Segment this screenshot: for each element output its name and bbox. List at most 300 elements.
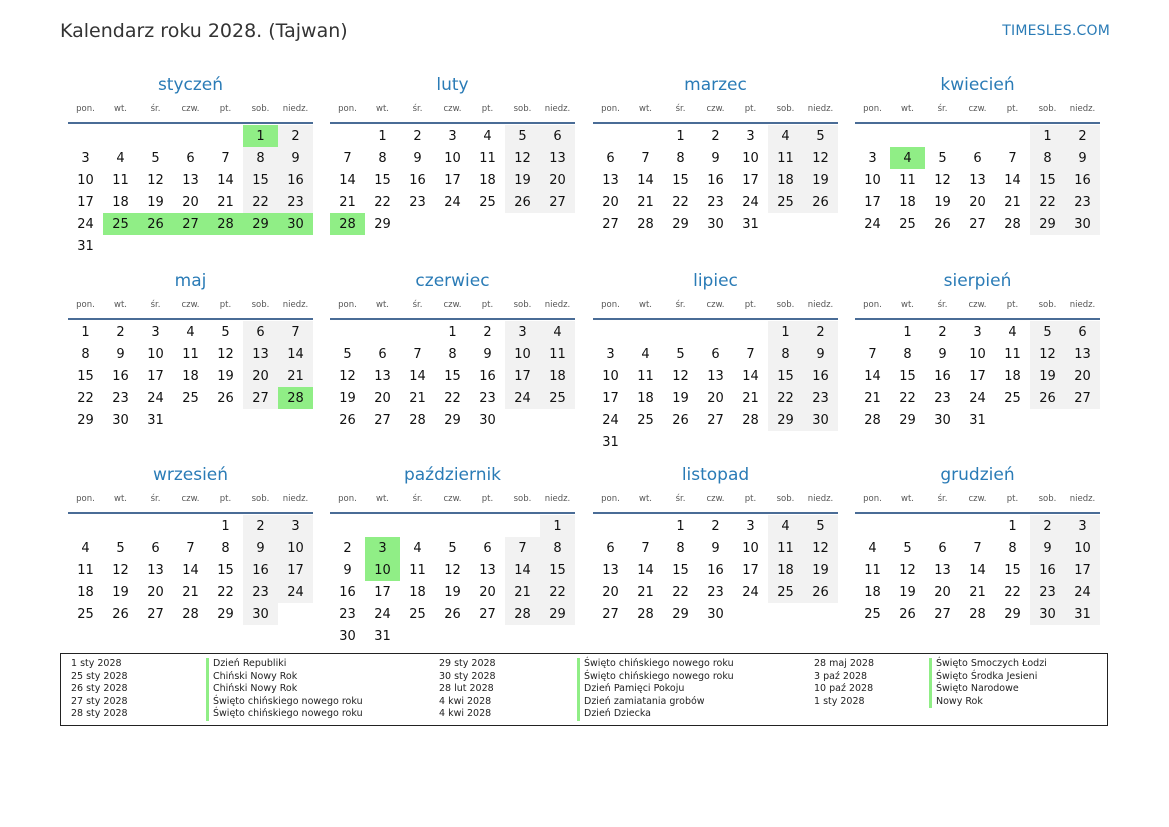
day-cell: 22 [1030,191,1065,213]
day-cell: 11 [77,562,94,578]
day-cell: 27 [540,191,575,213]
day-cell: 3 [505,321,540,343]
weekday-header [68,486,313,514]
month-name: czerwiec [415,271,490,291]
day-cell: 4 [413,540,422,556]
day-cell: 16 [1030,559,1065,581]
day-cell: 8 [448,346,457,362]
day-cell: 8 [221,540,230,556]
day-cell: 15 [77,368,94,384]
empty-cell [68,125,103,147]
day-cell: 21 [864,390,881,406]
day-cell: 24 [742,584,759,600]
day-cell: 29 [768,409,803,431]
day-cell: 31 [969,412,986,428]
day-cell: 16 [339,584,356,600]
day-cell: 22 [243,191,278,213]
day-cell: 21 [217,194,234,210]
day-cell: 27 [602,606,619,622]
weekday-label: pon. [863,300,882,310]
day-cell: 16 [934,368,951,384]
day-cell: 24 [602,412,619,428]
day-cell: 12 [147,172,164,188]
day-cell: 21 [1004,194,1021,210]
day-cell: 31 [147,412,164,428]
weekday-label: pt. [744,494,757,504]
day-cell: 17 [147,368,164,384]
month-name: grudzień [940,465,1015,485]
legend-names-column [206,658,363,721]
day-cell: 9 [938,346,947,362]
day-cell: 6 [606,150,615,166]
day-cell: 6 [378,346,387,362]
weekday-header [855,486,1100,514]
day-cell: 13 [243,343,278,365]
day-cell: 18 [540,365,575,387]
day-cell: 9 [243,537,278,559]
day-cell: 23 [707,584,724,600]
day-cell: 5 [803,125,838,147]
weekday-label: pon. [601,300,620,310]
weekday-label: sob. [513,494,532,504]
day-cell: 2 [711,128,720,144]
day-cell: 29 [1004,606,1021,622]
weekday-header [855,292,1100,320]
weekday-label: wt. [639,494,652,504]
day-grid [855,125,1100,235]
day-cell: 18 [112,194,129,210]
day-cell: 25 [182,390,199,406]
day-cell: 8 [378,150,387,166]
weekday-label: wt. [114,494,127,504]
weekday-label: wt. [114,104,127,114]
day-cell: 24 [864,216,881,232]
day-cell: 25 [103,213,138,235]
legend-holiday-name: Chiński Nowy Rok [206,683,363,696]
weekday-label: pt. [219,300,232,310]
day-cell: 25 [77,606,94,622]
day-cell: 14 [339,172,356,188]
day-cell: 4 [483,128,492,144]
month-name: kwiecień [940,75,1015,95]
weekday-label: pt. [744,300,757,310]
day-cell: 5 [1030,321,1065,343]
weekday-label: pt. [1006,300,1019,310]
month-11 [593,464,838,625]
day-cell: 27 [374,412,391,428]
day-cell: 17 [278,559,313,581]
day-cell: 19 [339,390,356,406]
day-cell: 20 [540,169,575,191]
day-cell: 1 [768,321,803,343]
day-cell: 4 [1008,324,1017,340]
weekday-label: niedz. [282,104,309,114]
month-name: listopad [681,465,750,485]
weekday-header [330,292,575,320]
weekday-label: śr. [150,104,161,114]
day-cell: 24 [77,216,94,232]
day-cell: 3 [973,324,982,340]
day-cell: 30 [1030,603,1065,625]
weekday-label: niedz. [1069,494,1096,504]
empty-cell [365,515,400,537]
day-cell: 2 [243,515,278,537]
weekday-label: niedz. [544,494,571,504]
empty-cell [400,515,435,537]
day-cell: 2 [343,540,352,556]
day-cell: 12 [934,172,951,188]
day-cell: 26 [899,606,916,622]
empty-cell [960,515,995,537]
day-cell: 6 [483,540,492,556]
weekday-label: czw. [443,300,462,310]
day-cell: 16 [409,172,426,188]
empty-cell [995,125,1030,147]
day-cell: 28 [208,213,243,235]
day-grid [68,125,313,257]
day-cell: 11 [182,346,199,362]
weekday-label: pon. [76,300,95,310]
day-cell: 30 [479,412,496,428]
day-cell: 30 [803,409,838,431]
day-cell: 14 [742,368,759,384]
day-cell: 5 [343,346,352,362]
day-cell: 26 [138,213,173,235]
day-cell: 15 [1030,169,1065,191]
day-cell: 24 [444,194,461,210]
day-grid [68,515,313,625]
empty-cell [663,321,698,343]
day-cell: 4 [890,147,925,169]
weekday-label: sob. [776,494,795,504]
weekday-label: czw. [706,104,725,114]
legend-holiday-name: Dzień zamiatania grobów [577,696,734,709]
month-name: sierpień [943,271,1012,291]
day-cell: 4 [116,150,125,166]
legend-date: 29 sty 2028 [439,658,496,669]
weekday-label: niedz. [1069,300,1096,310]
day-cell: 13 [969,172,986,188]
empty-cell [593,515,628,537]
legend-date: 3 paź 2028 [814,670,868,682]
day-cell: 28 [330,213,365,235]
day-cell: 10 [444,150,461,166]
empty-cell [855,125,890,147]
empty-cell [628,125,663,147]
day-cell: 18 [1004,368,1021,384]
weekday-label: śr. [675,300,686,310]
weekday-label: wt. [114,300,127,310]
day-cell: 29 [672,606,689,622]
day-cell: 18 [899,194,916,210]
day-cell: 5 [676,346,685,362]
day-cell: 2 [938,324,947,340]
page-title: Kalendarz roku 2028. (Tajwan) [60,20,348,42]
day-cell: 16 [243,559,278,581]
day-cell: 7 [641,540,650,556]
day-cell: 5 [151,150,160,166]
month-2 [330,74,575,235]
day-cell: 3 [1065,515,1100,537]
holiday-legend [60,653,1108,726]
day-cell: 30 [1065,213,1100,235]
weekday-label: pon. [76,104,95,114]
weekday-label: czw. [968,104,987,114]
weekday-label: pt. [219,104,232,114]
day-cell: 14 [637,172,654,188]
day-cell: 20 [147,584,164,600]
day-cell: 24 [278,581,313,603]
empty-cell [698,321,733,343]
month-name: październik [403,465,502,485]
month-12 [855,464,1100,625]
empty-cell [400,321,435,343]
day-cell: 28 [637,216,654,232]
day-cell: 27 [707,412,724,428]
day-cell: 15 [374,172,391,188]
day-cell: 15 [540,559,575,581]
day-cell: 13 [934,562,951,578]
weekday-label: niedz. [544,104,571,114]
weekday-label: czw. [181,494,200,504]
month-1 [68,74,313,257]
weekday-label: sob. [251,104,270,114]
empty-cell [470,515,505,537]
day-cell: 23 [479,390,496,406]
day-grid [330,125,575,235]
day-grid [593,125,838,235]
weekday-label: wt. [639,300,652,310]
day-grid [855,515,1100,625]
weekday-label: sob. [776,300,795,310]
day-cell: 18 [864,584,881,600]
weekday-header [593,96,838,124]
day-cell: 29 [217,606,234,622]
day-cell: 6 [540,125,575,147]
weekday-label: pon. [863,104,882,114]
day-cell: 18 [768,169,803,191]
day-cell: 10 [505,343,540,365]
weekday-label: sob. [1038,104,1057,114]
empty-cell [593,125,628,147]
day-cell: 9 [278,147,313,169]
weekday-label: śr. [937,300,948,310]
month-name: luty [436,75,469,95]
weekday-label: czw. [443,494,462,504]
empty-cell [435,515,470,537]
day-cell: 28 [637,606,654,622]
month-name: wrzesień [152,465,229,485]
day-cell: 24 [969,390,986,406]
legend-date: 1 sty 2028 [814,695,865,707]
day-cell: 2 [1065,125,1100,147]
day-cell: 29 [540,603,575,625]
day-cell: 21 [742,390,759,406]
month-7 [593,270,838,453]
empty-cell [505,515,540,537]
day-cell: 11 [540,343,575,365]
day-cell: 18 [182,368,199,384]
weekday-label: sob. [1038,494,1057,504]
legend-holiday-name: Święto chińskiego nowego roku [206,708,363,721]
day-cell: 14 [969,562,986,578]
day-cell: 9 [116,346,125,362]
day-cell: 10 [602,368,619,384]
day-cell: 16 [278,169,313,191]
day-cell: 17 [864,194,881,210]
day-cell: 1 [221,518,230,534]
day-cell: 22 [374,194,391,210]
legend-date: 26 sty 2028 [71,683,128,695]
legend-date: 28 sty 2028 [71,708,128,720]
day-cell: 19 [505,169,540,191]
day-cell: 14 [1004,172,1021,188]
day-cell: 5 [448,540,457,556]
weekday-label: śr. [412,300,423,310]
day-cell: 23 [1030,581,1065,603]
day-cell: 13 [374,368,391,384]
weekday-label: śr. [675,104,686,114]
day-cell: 2 [1030,515,1065,537]
day-cell: 25 [479,194,496,210]
month-4 [855,74,1100,235]
month-5 [68,270,313,431]
day-cell: 28 [409,412,426,428]
day-cell: 1 [243,125,278,147]
day-cell: 15 [768,365,803,387]
day-cell: 30 [707,606,724,622]
day-grid [855,321,1100,431]
day-cell: 13 [602,562,619,578]
day-cell: 3 [81,150,90,166]
legend-date: 4 kwi 2028 [439,708,492,720]
day-cell: 24 [742,194,759,210]
day-cell: 24 [1065,581,1100,603]
day-cell: 15 [899,368,916,384]
day-cell: 10 [147,346,164,362]
day-cell: 21 [182,584,199,600]
day-cell: 23 [1065,191,1100,213]
day-cell: 5 [505,125,540,147]
day-cell: 1 [676,518,685,534]
day-cell: 25 [768,581,803,603]
day-cell: 12 [1030,343,1065,365]
day-cell: 30 [707,216,724,232]
day-cell: 15 [672,172,689,188]
day-cell: 4 [768,125,803,147]
day-cell: 6 [711,346,720,362]
legend-holiday-name: Dzień Dziecka [577,708,734,721]
day-cell: 7 [413,346,422,362]
day-cell: 11 [768,537,803,559]
empty-cell [173,515,208,537]
day-cell: 3 [746,518,755,534]
weekday-label: pt. [744,104,757,114]
day-cell: 29 [243,213,278,235]
day-cell: 21 [637,584,654,600]
weekday-label: niedz. [544,300,571,310]
legend-holiday-name: Chiński Nowy Rok [206,671,363,684]
day-cell: 10 [742,150,759,166]
empty-cell [173,125,208,147]
day-cell: 19 [147,194,164,210]
day-cell: 1 [1008,518,1017,534]
month-3 [593,74,838,235]
day-cell: 3 [448,128,457,144]
day-cell: 8 [676,540,685,556]
day-cell: 23 [112,390,129,406]
day-cell: 11 [1004,346,1021,362]
day-cell: 31 [1065,603,1100,625]
weekday-label: wt. [639,104,652,114]
weekday-label: niedz. [807,300,834,310]
day-cell: 7 [221,150,230,166]
weekday-header [855,96,1100,124]
weekday-label: sob. [251,494,270,504]
weekday-label: czw. [181,300,200,310]
day-cell: 17 [505,365,540,387]
day-cell: 25 [768,191,803,213]
day-cell: 6 [243,321,278,343]
day-cell: 6 [186,150,195,166]
day-cell: 5 [116,540,125,556]
day-cell: 15 [1004,562,1021,578]
day-cell: 21 [409,390,426,406]
day-cell: 4 [868,540,877,556]
day-cell: 25 [409,606,426,622]
legend-holiday-name: Święto Środka Jesieni [929,671,1047,684]
day-cell: 19 [112,584,129,600]
weekday-header [593,292,838,320]
day-cell: 5 [903,540,912,556]
day-cell: 19 [803,559,838,581]
day-cell: 21 [339,194,356,210]
day-cell: 22 [768,387,803,409]
empty-cell [593,321,628,343]
day-cell: 10 [365,559,400,581]
day-cell: 18 [637,390,654,406]
day-cell: 27 [934,606,951,622]
day-cell: 3 [746,128,755,144]
empty-cell [925,125,960,147]
day-cell: 5 [221,324,230,340]
empty-cell [733,321,768,343]
day-cell: 11 [864,562,881,578]
day-cell: 9 [1065,147,1100,169]
day-cell: 27 [479,606,496,622]
legend-date: 28 maj 2028 [814,658,875,669]
day-cell: 28 [864,412,881,428]
day-cell: 7 [343,150,352,166]
day-cell: 17 [602,390,619,406]
day-cell: 12 [803,537,838,559]
site-link[interactable]: TIMESLES.COM [1002,23,1110,39]
day-cell: 26 [803,581,838,603]
day-cell: 20 [934,584,951,600]
weekday-label: niedz. [807,104,834,114]
legend-date: 25 sty 2028 [71,670,128,682]
day-cell: 2 [278,125,313,147]
legend-date: 27 sty 2028 [71,695,128,707]
day-cell: 26 [505,191,540,213]
legend-holiday-name: Święto Narodowe [929,683,1047,696]
day-cell: 17 [77,194,94,210]
empty-cell [960,125,995,147]
day-cell: 16 [479,368,496,384]
weekday-label: sob. [1038,300,1057,310]
weekday-label: pon. [338,104,357,114]
day-cell: 8 [676,150,685,166]
